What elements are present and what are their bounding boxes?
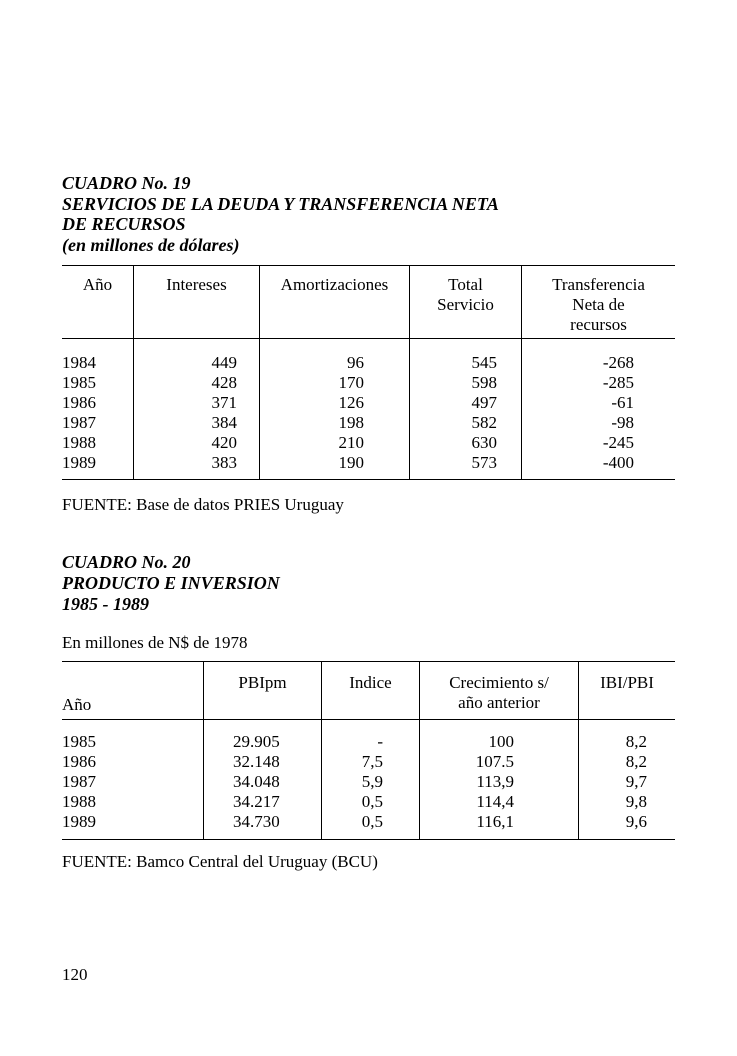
table-19-cell-transferencia: -285 xyxy=(602,373,634,392)
table-19-header-total-line1: Total xyxy=(448,275,483,294)
table-19-header-transf-line3: recursos xyxy=(570,315,627,334)
table-20-header-anio: Año xyxy=(62,695,92,714)
cuadro-19-units: (en millones de dólares) xyxy=(62,235,240,255)
table-20-header-pbi: PBIpm xyxy=(238,673,287,692)
table-20-cell-crecimiento: 100 xyxy=(488,732,514,751)
table-20-cell-pbi: 29.905 xyxy=(233,732,280,751)
table-19-header-transferencia xyxy=(522,275,675,335)
table-19-header-rule xyxy=(62,338,675,339)
table-19-cell-anio: 1987 xyxy=(62,413,96,432)
table-20-header-crec-line1: Crecimiento s/ xyxy=(449,673,549,692)
table-19-header-intereses: Intereses xyxy=(166,275,227,294)
table-19-cell-intereses: 383 xyxy=(211,453,237,472)
table-19-cell-total: 598 xyxy=(471,373,497,392)
table-19-cell-total: 573 xyxy=(471,453,497,472)
table-19-header-anio: Año xyxy=(82,275,113,294)
table-19-col-divider xyxy=(259,265,260,479)
table-19-cell-transferencia: -98 xyxy=(611,413,634,432)
cuadro-20-units: En millones de N$ de 1978 xyxy=(62,633,248,652)
table-20-cell-anio: 1987 xyxy=(62,772,96,791)
table-20-cell-ibi: 9,6 xyxy=(625,812,647,831)
table-19-bottom-rule xyxy=(62,479,675,480)
cuadro-20-subtitle: PRODUCTO E INVERSION xyxy=(62,573,280,593)
table-19-cell-transferencia: -245 xyxy=(602,433,634,452)
table-20-cell-anio: 1985 xyxy=(62,732,96,751)
table-19-cell-transferencia: -400 xyxy=(602,453,634,472)
table-20-header-crec-line2: año anterior xyxy=(458,693,540,712)
table-19-cell-intereses: 428 xyxy=(211,373,237,392)
table-19-cell-anio: 1989 xyxy=(62,453,96,472)
table-19-cell-total: 630 xyxy=(471,433,497,452)
table-19-top-rule xyxy=(62,265,675,266)
table-20-cell-crecimiento: 114,4 xyxy=(476,792,514,811)
table-19-cell-transferencia: -61 xyxy=(611,393,634,412)
table-20-header-ibi: IBI/PBI xyxy=(600,673,654,692)
table-20-cell-indice: - xyxy=(377,732,383,751)
cuadro-19-subtitle: SERVICIOS DE LA DEUDA Y TRANSFERENCIA NETA xyxy=(62,194,499,214)
table-20-cell-pbi: 32.148 xyxy=(233,752,280,771)
table-19-header-transf-line1: Transferencia xyxy=(552,275,645,294)
table-20-cell-ibi: 9,7 xyxy=(625,772,647,791)
table-19-cell-total: 545 xyxy=(471,353,497,372)
table-20-source: FUENTE: Bamco Central del Uruguay (BCU) xyxy=(62,852,378,871)
table-19-cell-amortizaciones: 198 xyxy=(338,413,364,432)
table-20-cell-anio: 1988 xyxy=(62,792,96,811)
table-20-header-rule xyxy=(62,719,675,720)
table-20-header-indice: Indice xyxy=(349,673,392,692)
table-19-cell-total: 497 xyxy=(471,393,497,412)
table-19-cell-anio: 1986 xyxy=(62,393,96,412)
table-19-cell-total: 582 xyxy=(471,413,497,432)
cuadro-19-subtitle-cont: DE RECURSOS xyxy=(62,214,186,234)
table-19-cell-amortizaciones: 190 xyxy=(338,453,364,472)
table-20-header-crecimiento xyxy=(420,673,578,713)
table-19-cell-amortizaciones: 210 xyxy=(338,433,364,452)
cuadro-20-title: CUADRO No. 20 xyxy=(62,552,191,572)
table-19-cell-amortizaciones: 170 xyxy=(338,373,364,392)
table-19-cell-intereses: 371 xyxy=(211,393,237,412)
table-20-cell-indice: 0,5 xyxy=(361,812,383,831)
table-20-cell-anio: 1989 xyxy=(62,812,96,831)
table-19-header-total xyxy=(410,275,521,315)
table-20-cell-crecimiento: 107.5 xyxy=(475,752,514,771)
table-20-cell-pbi: 34.048 xyxy=(233,772,280,791)
cuadro-20-period: 1985 - 1989 xyxy=(62,594,149,614)
table-19-cell-anio: 1988 xyxy=(62,433,96,452)
table-19-cell-intereses: 384 xyxy=(211,413,237,432)
table-20-cell-ibi: 8,2 xyxy=(625,752,647,771)
table-20-cell-indice: 0,5 xyxy=(361,792,383,811)
table-20-cell-pbi: 34.730 xyxy=(233,812,280,831)
table-19-header-transf-line2: Neta de xyxy=(572,295,625,314)
page-number: 120 xyxy=(62,965,88,984)
table-19-cell-amortizaciones: 96 xyxy=(347,353,364,372)
cuadro-19-title: CUADRO No. 19 xyxy=(62,173,191,193)
table-19-cell-amortizaciones: 126 xyxy=(338,393,364,412)
table-19-cell-anio: 1984 xyxy=(62,353,96,372)
table-19-cell-intereses: 449 xyxy=(211,353,237,372)
table-19-cell-anio: 1985 xyxy=(62,373,96,392)
table-20-cell-crecimiento: 113,9 xyxy=(476,772,514,791)
table-19-header-total-line2: Servicio xyxy=(437,295,494,314)
table-20-cell-ibi: 9,8 xyxy=(625,792,647,811)
table-19-header-amortizaciones: Amortizaciones xyxy=(280,275,389,294)
table-20-cell-indice: 5,9 xyxy=(361,772,383,791)
table-19-cell-intereses: 420 xyxy=(211,433,237,452)
table-19-col-divider xyxy=(133,265,134,479)
table-20-bottom-rule xyxy=(62,839,675,840)
table-19-source: FUENTE: Base de datos PRIES Uruguay xyxy=(62,495,344,514)
table-20-cell-ibi: 8,2 xyxy=(625,732,647,751)
table-19-cell-transferencia: -268 xyxy=(602,353,634,372)
table-20-cell-anio: 1986 xyxy=(62,752,96,771)
table-20-cell-pbi: 34.217 xyxy=(233,792,280,811)
table-20-cell-crecimiento: 116,1 xyxy=(476,812,514,831)
table-20-cell-indice: 7,5 xyxy=(361,752,383,771)
table-20-top-rule xyxy=(62,661,675,662)
